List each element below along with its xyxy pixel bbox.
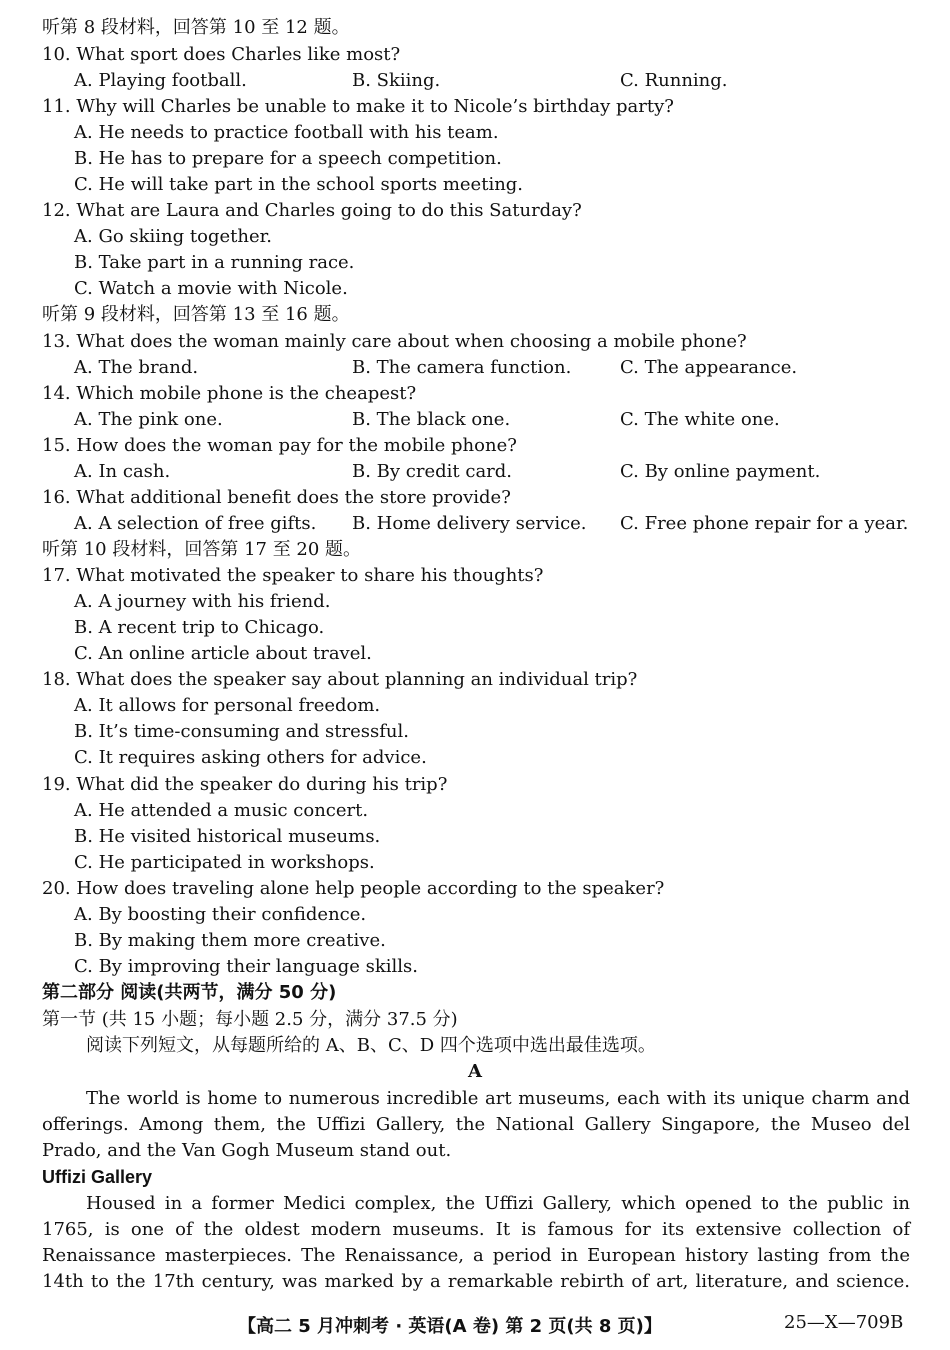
intro-line: The world is home to numerous incredible art museums, each with its unique charm and bbox=[86, 1088, 910, 1109]
question-19-option-c: C. He participated in workshops. bbox=[74, 852, 375, 873]
reading-instruction: 阅读下列短文，从每题所给的 A、B、C、D 四个选项中选出最佳选项。 bbox=[86, 1035, 656, 1056]
question-14-option-b: B. The black one. bbox=[352, 409, 511, 430]
uffizi-line: 1765, is one of the oldest modern museums. It is famous for its extensive collection of bbox=[42, 1219, 910, 1240]
footer-title: 【高二 5 月冲刺考 · 英语(A 卷) 第 2 页(共 8 页)】 bbox=[238, 1316, 662, 1337]
question-17-option-c: C. An online article about travel. bbox=[74, 643, 372, 664]
question-15-option-b: B. By credit card. bbox=[352, 461, 513, 482]
question-11-option-c: C. He will take part in the school sports meeting. bbox=[74, 174, 524, 195]
question-13-stem: 13. What does the woman mainly care about when choosing a mobile phone? bbox=[42, 331, 747, 352]
question-20-option-c: C. By improving their language skills. bbox=[74, 956, 419, 977]
question-13-option-b: B. The camera function. bbox=[352, 357, 572, 378]
question-19-option-b: B. He visited historical museums. bbox=[74, 826, 381, 847]
question-11-option-a: A. He needs to practice football with his team. bbox=[74, 122, 499, 143]
part-two-title: 第二部分 阅读(共两节，满分 50 分) bbox=[42, 982, 337, 1003]
section-header-9: 听第 9 段材料，回答第 13 至 16 题。 bbox=[42, 304, 350, 325]
question-16-option-a: A. A selection of free gifts. bbox=[74, 513, 317, 534]
question-10-stem: 10. What sport does Charles like most? bbox=[42, 44, 401, 65]
question-19-stem: 19. What did the speaker do during his trip? bbox=[42, 774, 448, 795]
uffizi-line: 14th to the 17th century, was marked by a remarkable rebirth of art, literature, and science. bbox=[42, 1271, 910, 1292]
question-10-option-b: B. Skiing. bbox=[352, 70, 441, 91]
question-20-stem: 20. How does traveling alone help people according to the speaker? bbox=[42, 878, 665, 899]
subsection-title: 第一节 (共 15 小题；每小题 2.5 分，满分 37.5 分) bbox=[42, 1009, 458, 1030]
question-20-option-a: A. By boosting their confidence. bbox=[74, 904, 367, 925]
question-13-option-c: C. The appearance. bbox=[620, 357, 798, 378]
question-19-option-a: A. He attended a music concert. bbox=[74, 800, 369, 821]
uffizi-line: Renaissance masterpieces. The Renaissance, a period in European history lasting from the bbox=[42, 1245, 910, 1266]
question-20-option-b: B. By making them more creative. bbox=[74, 930, 386, 951]
question-10-option-a: A. Playing football. bbox=[74, 70, 247, 91]
question-11-stem: 11. Why will Charles be unable to make it to Nicole’s birthday party? bbox=[42, 96, 674, 117]
intro-paragraph bbox=[42, 1086, 910, 1164]
uffizi-line: Housed in a former Medici complex, the Uffizi Gallery, which opened to the public in bbox=[86, 1193, 910, 1214]
page-footer bbox=[0, 1312, 950, 1340]
question-17-option-a: A. A journey with his friend. bbox=[74, 591, 331, 612]
question-13-option-a: A. The brand. bbox=[74, 357, 199, 378]
question-16-option-b: B. Home delivery service. bbox=[352, 513, 587, 534]
section-header-8: 听第 8 段材料，回答第 10 至 12 题。 bbox=[42, 17, 350, 38]
passage-label: A bbox=[468, 1061, 482, 1082]
question-14-option-a: A. The pink one. bbox=[74, 409, 223, 430]
question-12-stem: 12. What are Laura and Charles going to do this Saturday? bbox=[42, 200, 582, 221]
question-17-option-b: B. A recent trip to Chicago. bbox=[74, 617, 325, 638]
question-12-option-c: C. Watch a movie with Nicole. bbox=[74, 278, 348, 299]
question-16-stem: 16. What additional benefit does the store provide? bbox=[42, 487, 511, 508]
question-15-option-a: A. In cash. bbox=[74, 461, 171, 482]
question-15-option-c: C. By online payment. bbox=[620, 461, 821, 482]
question-10-option-c: C. Running. bbox=[620, 70, 728, 91]
section-header-10: 听第 10 段材料，回答第 17 至 20 题。 bbox=[42, 539, 362, 560]
question-14-option-c: C. The white one. bbox=[620, 409, 780, 430]
question-16-option-c: C. Free phone repair for a year. bbox=[620, 513, 909, 534]
question-12-option-b: B. Take part in a running race. bbox=[74, 252, 355, 273]
footer-code: 25—X—709B bbox=[784, 1312, 904, 1333]
question-18-stem: 18. What does the speaker say about planning an individual trip? bbox=[42, 669, 638, 690]
uffizi-paragraph bbox=[42, 1191, 910, 1295]
question-12-option-a: A. Go skiing together. bbox=[74, 226, 272, 247]
question-17-stem: 17. What motivated the speaker to share his thoughts? bbox=[42, 565, 544, 586]
uffizi-heading: Uffizi Gallery bbox=[42, 1167, 153, 1187]
intro-line: offerings. Among them, the Uffizi Gallery, the National Gallery Singapore, the Museo del bbox=[42, 1114, 910, 1135]
question-15-stem: 15. How does the woman pay for the mobile phone? bbox=[42, 435, 517, 456]
question-11-option-b: B. He has to prepare for a speech competition. bbox=[74, 148, 502, 169]
question-18-option-b: B. It’s time-consuming and stressful. bbox=[74, 721, 409, 742]
question-18-option-a: A. It allows for personal freedom. bbox=[74, 695, 381, 716]
intro-line: Prado, and the Van Gogh Museum stand out. bbox=[42, 1140, 452, 1161]
question-18-option-c: C. It requires asking others for advice. bbox=[74, 747, 427, 768]
question-14-stem: 14. Which mobile phone is the cheapest? bbox=[42, 383, 417, 404]
